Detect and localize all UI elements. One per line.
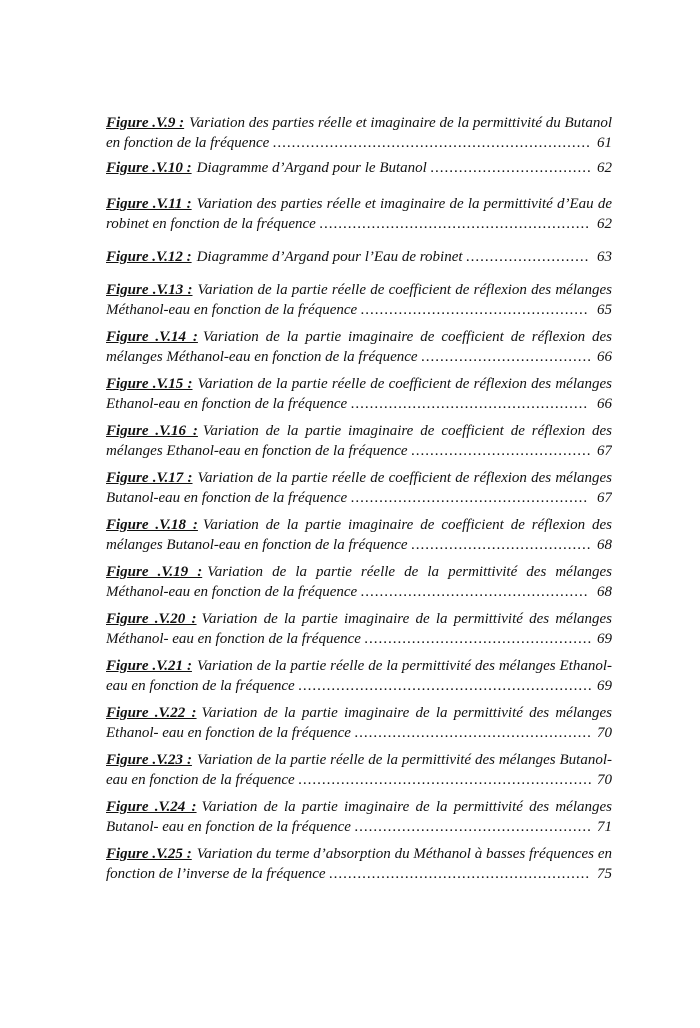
figure-label: Figure .V.15 :: [106, 376, 193, 392]
figure-label: Figure .V.16 :: [106, 423, 198, 439]
figure-description: Variation du terme d’absorption du Méthanol à basses fréquences en fonction de l’inverse de la fréquence: [106, 846, 612, 882]
figure-description: Variation de la partie imaginaire de la permittivité des mélanges Butanol- eau en fonction de la fréquence: [106, 799, 612, 835]
figure-description: Variation de la partie réelle de coefficient de réflexion des mélanges Butanol-eau en fonction de la fréquence: [106, 470, 612, 506]
dot-leader: ................................................: [360, 584, 589, 600]
figure-description: Variation de la partie imaginaire de la permittivité des mélanges Méthanol- eau en fonction de la fréquence: [106, 611, 612, 647]
page-number: 71: [597, 819, 612, 835]
figure-label: Figure .V.17 :: [106, 470, 193, 486]
page-number: 61: [597, 135, 612, 151]
figure-description: Variation de la partie réelle de coefficient de réflexion des mélanges Méthanol-eau en fonction de la fréquence: [106, 282, 612, 318]
figure-entry: [106, 844, 612, 884]
figure-label: Figure .V.12 :: [106, 249, 192, 265]
page-number: 70: [597, 725, 612, 741]
figure-label: Figure .V.14 :: [106, 329, 198, 345]
page-number: 69: [597, 631, 612, 647]
figure-entry: [106, 797, 612, 837]
page-number: 66: [597, 349, 612, 365]
figure-description: Variation de la partie réelle de la permittivité des mélanges Ethanol-eau en fonction de la fréquence: [106, 658, 612, 694]
figure-description: Diagramme d’Argand pour l’Eau de robinet: [196, 249, 463, 265]
figure-label: Figure .V.9 :: [106, 115, 185, 131]
figure-label: Figure .V.11 :: [106, 196, 192, 212]
figure-entry: [106, 703, 612, 743]
figure-description: Diagramme d’Argand pour le Butanol: [196, 160, 427, 176]
dot-leader: ....................................: [421, 349, 593, 365]
figure-label: Figure .V.25 :: [106, 846, 192, 862]
page-number: 75: [597, 866, 612, 882]
page-number: 68: [597, 584, 612, 600]
figure-description: Variation de la partie réelle de la permittivité des mélanges Butanol-eau en fonction de la fréquence: [106, 752, 612, 788]
figure-entry: [106, 421, 612, 461]
figure-label: Figure .V.10 :: [106, 160, 192, 176]
dot-leader: ......................................: [411, 443, 592, 459]
page-number: 68: [597, 537, 612, 553]
figure-entry: [106, 609, 612, 649]
dot-leader: ..................................................: [354, 725, 593, 741]
figure-entry: [106, 374, 612, 414]
figure-entry: [106, 280, 612, 320]
figure-label: Figure .V.13 :: [106, 282, 193, 298]
dot-leader: ................................................: [364, 631, 593, 647]
figure-label: Figure .V.20 :: [106, 611, 197, 627]
figure-description: Variation des parties réelle et imaginaire de la permittivité du Butanol en fonction de la fréquence: [106, 115, 612, 151]
figure-description: Variation de la partie réelle de coefficient de réflexion des mélanges Ethanol-eau en fonction de la fréquence: [106, 376, 612, 412]
figure-entry: [106, 562, 612, 602]
page-number: 70: [597, 772, 612, 788]
figure-description: Variation de la partie imaginaire de coefficient de réflexion des mélanges Butanol-eau en fonction de la fréquence: [106, 517, 612, 553]
dot-leader: ................................................: [360, 302, 589, 318]
figure-description: Variation des parties réelle et imaginaire de la permittivité d’Eau de robinet en fonction de la fréquence: [106, 196, 612, 232]
figure-entry: [106, 194, 612, 234]
dot-leader: .......................................................: [329, 866, 591, 882]
dot-leader: ..................................................: [350, 490, 589, 506]
figure-label: Figure .V.24 :: [106, 799, 197, 815]
page-number: 62: [597, 160, 612, 176]
figure-entry: [106, 113, 612, 153]
figure-label: Figure .V.18 :: [106, 517, 198, 533]
figures-list: [106, 113, 612, 891]
figure-description: Variation de la partie réelle de la permittivité des mélanges Méthanol-eau en fonction de la fréquence: [106, 564, 612, 600]
dot-leader: ..............................................................: [298, 772, 593, 788]
page-number: 63: [597, 249, 612, 265]
figure-entry: [106, 515, 612, 555]
figure-description: Variation de la partie imaginaire de coefficient de réflexion des mélanges Méthanol-eau en fonction de la fréquence: [106, 329, 612, 365]
page-number: 67: [597, 443, 612, 459]
figure-entry: [106, 247, 612, 267]
figure-label: Figure .V.23 :: [106, 752, 192, 768]
page-number: 65: [597, 302, 612, 318]
figure-entry: [106, 158, 612, 178]
figure-entry: [106, 656, 612, 696]
figure-label: Figure .V.22 :: [106, 705, 197, 721]
figure-entry: [106, 750, 612, 790]
figure-label: Figure .V.19 :: [106, 564, 203, 580]
figure-entry: [106, 327, 612, 367]
dot-leader: ..........................: [466, 249, 590, 265]
page-number: 67: [597, 490, 612, 506]
page-number: 69: [597, 678, 612, 694]
figure-label: Figure .V.21 :: [106, 658, 192, 674]
figure-description: Variation de la partie imaginaire de coefficient de réflexion des mélanges Ethanol-eau en fonction de la fréquence: [106, 423, 612, 459]
figure-description: Variation de la partie imaginaire de la permittivité des mélanges Ethanol- eau en fonction de la fréquence: [106, 705, 612, 741]
dot-leader: ......................................: [411, 537, 592, 553]
dot-leader: ..................................: [430, 160, 593, 176]
dot-leader: ...................................................................: [273, 135, 592, 151]
dot-leader: .........................................................: [319, 216, 591, 232]
dot-leader: ..................................................: [354, 819, 593, 835]
page-number: 66: [597, 396, 612, 412]
figure-entry: [106, 468, 612, 508]
dot-leader: ..............................................................: [298, 678, 593, 694]
dot-leader: ..................................................: [350, 396, 589, 412]
page-number: 62: [597, 216, 612, 232]
